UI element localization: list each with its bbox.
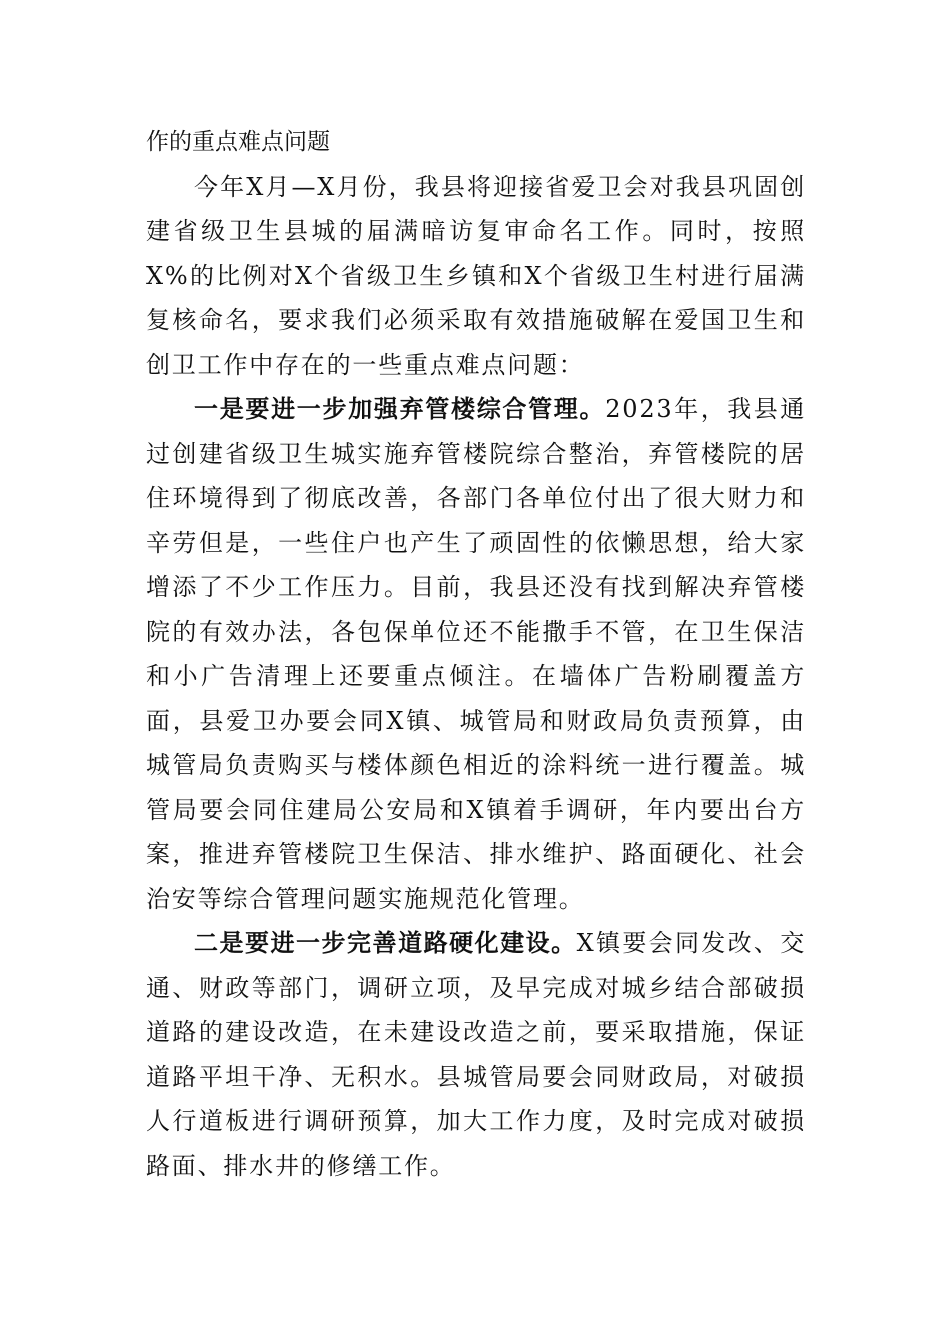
- paragraph-abandoned-buildings: [146, 387, 806, 921]
- section-heading-fragment: 作的重点难点问题: [146, 129, 330, 155]
- paragraph-intro: 今年X月—X月份，我县将迎接省爱卫会对我县巩固创建省级卫生县城的届满暗访复审命名工作。同时，按照X%的比例对X个省级卫生乡镇和X个省级卫生村进行届满复核命名，要求我们必须采取有效措施破解在爱国卫生和创卫工作中存在的一些重点难点问题：: [146, 172, 806, 379]
- document-body: [146, 120, 806, 1188]
- paragraph-lead-road-hardening: 二是要进一步完善道路硬化建设。: [194, 929, 577, 957]
- paragraph-road-hardening: [146, 921, 806, 1188]
- paragraph-text-abandoned-buildings: 2023年，我县通过创建省级卫生城实施弃管楼院综合整治，弃管楼院的居住环境得到了彻底改善，各部门各单位付出了很大财力和辛劳但是，一些住户也产生了顽固性的依懒思想，给大家增添了不少工作压力。目前，我县还没有找到解决弃管楼院的有效办法，各包保单位还不能撒手不管，在卫生保洁和小广告清理上还要重点倾注。在墙体广告粉刷覆盖方面，县爱卫办要会同X镇、城管局和财政局负责预算，由城管局负责购买与楼体颜色相近的涂料统一进行覆盖。城管局要会同住建局公安局和X镇着手调研，年内要出台方案，推进弃管楼院卫生保洁、排水维护、路面硬化、社会治安等综合管理问题实施规范化管理。: [146, 395, 807, 913]
- paragraph-text-road-hardening: X镇要会同发改、交通、财政等部门，调研立项，及早完成对城乡结合部破损道路的建设改造，在未建设改造之前，要采取措施，保证道路平坦干净、无积水。县城管局要会同财政局，对破损人行道板进行调研预算，加大工作力度，及时完成对破损路面、排水井的修缮工作。: [146, 929, 806, 1180]
- paragraph-lead-abandoned-buildings: 一是要进一步加强弃管楼综合管理。: [194, 395, 606, 423]
